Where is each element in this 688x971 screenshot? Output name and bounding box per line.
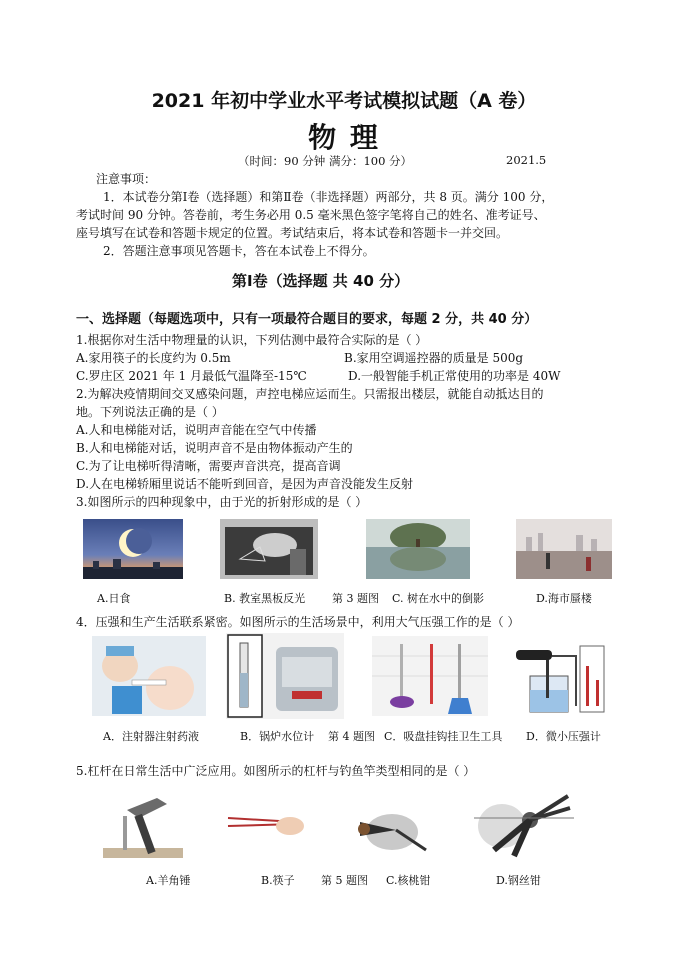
q3-caption-c: C. 树在水中的倒影 [392,592,485,605]
q1-stem: 1.根据你对生活中物理量的认识，下列估测中最符合实际的是（ ） [76,333,428,347]
mirage-image [516,519,612,579]
q2-option-b: B.人和电梯能对话，说明声音不是由物体振动产生的 [76,441,353,455]
q2-stem-line-1: 2.为解决疫情期间交叉感染问题，声控电梯应运而生。只需报出楼层，就能自动抵达目的 [76,387,544,401]
q1-option-a: A.家用筷子的长度约为 0.5m [76,351,231,365]
q3-stem: 3.如图所示的四种现象中，由于光的折射形成的是（ ） [76,495,368,509]
q2-option-a: A.人和电梯能对话，说明声音能在空气中传播 [76,423,317,437]
notes-line-4: 2．答题注意事项见答题卡，答在本试卷上不得分。 [103,244,375,258]
q5-caption-b: B.筷子 [261,874,295,887]
q2-stem-line-2: 地。下列说法正确的是（ ） [76,405,224,419]
q5-stem: 5.杠杆在日常生活中广泛应用。如图所示的杠杆与钓鱼竿类型相同的是（ ） [76,764,476,778]
q5-caption-d: D.钢丝钳 [496,874,541,887]
subject-title: 物 理 [308,121,380,154]
q1-option-b: B.家用空调遥控器的质量是 500g [344,351,524,365]
notes-line-2: 考试时间 90 分钟。答卷前，考生务必用 0.5 毫米黑色签字笔将自己的姓名、准考证号、 [76,208,546,222]
exam-title: 2021 年初中学业水平考试模拟试题（A 卷） [151,90,537,112]
q4-figure-label: 第 4 题图 [328,730,375,743]
nutcracker-image [352,792,430,860]
solar-eclipse-image [83,519,183,579]
micro-pressure-gauge-image [510,636,614,718]
q5-caption-a: A.羊角锤 [146,874,191,887]
q3-caption-b: B. 教室黑板反光 [224,592,306,605]
claw-hammer-image [97,790,189,862]
q4-caption-b: B．锅炉水位计 [240,730,315,743]
q3-caption-d: D.海市蜃楼 [536,592,592,605]
blackboard-glare-image [220,519,318,579]
q2-option-c: C.为了让电梯听得清晰，需要声音洪亮，提高音调 [76,459,341,473]
q4-caption-d: D．微小压强计 [526,730,601,743]
chopsticks-image [226,808,306,838]
notes-heading: 注意事项： [96,172,157,186]
notes-line-3: 座号填写在试卷和答题卡规定的位置。考试结束后，将本试卷和答题卡一并交回。 [76,226,509,240]
part-one-title: 第Ⅰ卷（选择题 共 40 分） [232,272,410,290]
wire-pliers-image [474,790,574,860]
q4-caption-a: A．注射器注射药液 [103,730,199,743]
exam-time-score: （时间：90 分钟 满分：100 分） [238,154,413,168]
q4-stem: 4．压强和生产生活联系紧密。如图所示的生活场景中，利用大气压强工作的是（ ） [76,615,520,629]
tree-reflection-image [366,519,470,579]
q1-option-c: C.罗庄区 2021 年 1 月最低气温降至-15℃ [76,369,307,383]
q4-caption-c: C．吸盘挂钩挂卫生工具 [384,730,503,743]
q5-caption-c: C.核桃钳 [386,874,431,887]
boiler-gauge-image [226,633,344,719]
notes-line-1: 1．本试卷分第Ⅰ卷（选择题）和第Ⅱ卷（非选择题）两部分，共 8 页。满分 100 分， [103,190,554,204]
q5-figure-label: 第 5 题图 [321,874,368,887]
exam-date: 2021.5 [506,153,547,167]
q1-option-d: D.一般智能手机正常使用的功率是 40W [348,369,561,383]
section-one-title: 一、选择题（每题选项中，只有一项最符合题目的要求，每题 2 分，共 40 分） [76,312,538,327]
q2-option-d: D.人在电梯轿厢里说话不能听到回音，是因为声音没能发生反射 [76,477,414,491]
suction-hook-image [372,636,488,716]
q3-caption-a: A.日食 [97,592,131,605]
q3-figure-label: 第 3 题图 [332,592,379,605]
syringe-injection-image [92,636,206,716]
